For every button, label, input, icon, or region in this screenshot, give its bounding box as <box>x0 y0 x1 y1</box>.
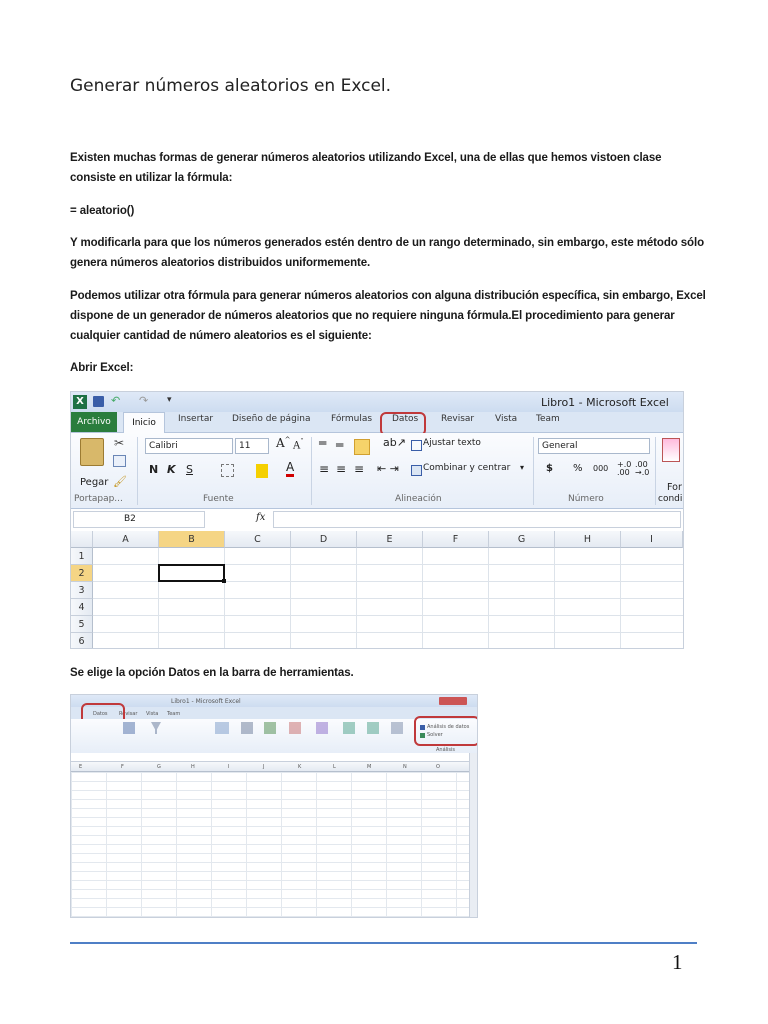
name-box[interactable]: B2 <box>73 511 205 528</box>
subtotal-icon[interactable] <box>391 722 403 734</box>
excel2-tab-datos[interactable]: Datos <box>93 711 108 717</box>
column-header[interactable]: G <box>157 764 161 770</box>
tab-insertar[interactable]: Insertar <box>178 414 214 424</box>
what-if-icon[interactable] <box>316 722 328 734</box>
fill-handle[interactable] <box>222 579 226 583</box>
tab-archivo[interactable]: Archivo <box>71 412 117 432</box>
align-left-icon[interactable]: ≡ <box>319 462 330 476</box>
align-right-icon[interactable]: ≡ <box>354 462 365 476</box>
group-font: Fuente <box>203 494 234 504</box>
vertical-scrollbar[interactable] <box>469 753 478 917</box>
cut-icon[interactable]: ✂ <box>114 436 125 450</box>
paragraph-open-excel: Abrir Excel: <box>70 362 134 374</box>
paragraph-intro: Existen muchas formas de generar números aleatorios utilizando Excel, una de ellas que hemos vistoen clase consiste en utilizar la fórmula: <box>70 152 662 184</box>
quick-access-menu-icon[interactable]: ▾ <box>167 395 172 405</box>
cond-format-label[interactable]: For <box>667 482 682 493</box>
ungroup-icon[interactable] <box>367 722 379 734</box>
excel2-column-headers <box>71 762 469 772</box>
row-header[interactable]: 4 <box>71 599 93 616</box>
column-header[interactable]: L <box>333 764 336 770</box>
data-validation-icon[interactable] <box>264 722 276 734</box>
italic-button[interactable]: K <box>167 463 176 476</box>
merge-dropdown-icon[interactable]: ▾ <box>520 463 525 472</box>
redo-icon[interactable]: ↷ <box>139 394 149 407</box>
bold-button[interactable]: N <box>149 463 159 476</box>
group-number: Número <box>568 494 604 504</box>
align-center-icon[interactable]: ≡ <box>336 462 347 476</box>
tab-datos[interactable]: Datos <box>392 414 419 424</box>
excel-screenshot-2 <box>70 694 478 918</box>
spreadsheet-grid[interactable] <box>71 531 683 648</box>
excel2-tab-vista[interactable]: Vista <box>146 711 159 717</box>
paste-label: Pegar <box>80 477 109 488</box>
increase-decimal-icon[interactable]: +.0 .00 <box>617 460 632 477</box>
group-icon[interactable] <box>343 722 355 734</box>
indent-icons[interactable]: ⇤ ⇥ <box>377 462 399 475</box>
column-header[interactable]: E <box>79 764 83 770</box>
column-header[interactable]: F <box>121 764 124 770</box>
wrap-text-button[interactable]: Ajustar texto <box>423 438 481 448</box>
group-alignment: Alineación <box>395 494 442 504</box>
excel-title-bar <box>71 392 683 412</box>
wrap-text-icon[interactable] <box>411 440 422 451</box>
data-analysis-button[interactable]: Análisis de datos <box>427 724 470 730</box>
font-size-select[interactable]: 11 <box>235 438 269 454</box>
column-header[interactable]: N <box>403 764 407 770</box>
align-middle-icon[interactable]: ═ <box>336 438 344 452</box>
excel2-title-bar <box>71 695 477 707</box>
excel2-tab-revisar[interactable]: Revisar <box>119 711 138 717</box>
formula-input[interactable] <box>273 511 681 528</box>
formula-bar <box>71 509 683 532</box>
row-header[interactable]: 5 <box>71 616 93 633</box>
grid-lines <box>93 548 683 648</box>
excel-screenshot-1 <box>70 391 684 649</box>
sort-icon[interactable] <box>123 722 135 734</box>
active-cell-b2[interactable] <box>158 564 225 582</box>
column-header[interactable]: G <box>489 531 555 548</box>
group-clipboard: Portapap... <box>74 494 123 504</box>
tab-revisar[interactable]: Revisar <box>441 414 475 424</box>
column-header[interactable]: E <box>357 531 423 548</box>
column-header[interactable]: I <box>228 764 230 770</box>
analysis-highlight <box>414 716 478 746</box>
solver-button[interactable]: Solver <box>427 732 443 738</box>
column-header[interactable]: J <box>263 764 265 770</box>
align-bottom-icon[interactable] <box>354 439 370 455</box>
conditional-format-icon[interactable] <box>662 438 680 462</box>
undo-icon[interactable]: ↶ <box>111 394 121 407</box>
currency-button[interactable]: $ <box>546 463 553 474</box>
document-title: Generar números aleatorios en Excel. <box>70 76 392 96</box>
tab-inicio[interactable]: Inicio <box>123 412 165 433</box>
number-format-select[interactable]: General <box>538 438 650 454</box>
fill-color-icon[interactable] <box>256 464 268 478</box>
fx-icon[interactable]: fx <box>256 512 266 523</box>
excel2-tab-team[interactable]: Team <box>167 711 181 717</box>
decrease-decimal-icon[interactable]: .00 →.0 <box>635 460 650 477</box>
tab-team[interactable]: Team <box>536 414 560 424</box>
row-header[interactable]: 3 <box>71 582 93 599</box>
tab-formulas[interactable]: Fórmulas <box>331 414 373 424</box>
row-header[interactable]: 2 <box>71 565 93 582</box>
column-header[interactable]: F <box>423 531 489 548</box>
row-header[interactable]: 6 <box>71 633 93 649</box>
percent-button[interactable]: % <box>573 463 583 474</box>
excel2-window-title: Libro1 - Microsoft Excel <box>171 698 241 705</box>
align-top-icon[interactable]: ═ <box>319 436 327 450</box>
borders-icon[interactable] <box>221 464 234 477</box>
column-header[interactable]: M <box>367 764 372 770</box>
select-all-corner[interactable] <box>71 531 93 548</box>
text-to-columns-icon[interactable] <box>215 722 229 734</box>
column-header[interactable]: B <box>159 531 225 548</box>
cond-format-label-2: condi <box>658 494 683 504</box>
merge-center-icon[interactable] <box>411 465 422 476</box>
thousands-button[interactable]: 000 <box>593 464 609 473</box>
shrink-font-icon[interactable]: $A^ˇ$ <box>293 438 304 452</box>
formula-text: = aleatorio() <box>70 205 135 217</box>
paragraph-other-formula: Podemos utilizar otra fórmula para generar números aleatorios con alguna distribución específica, sin embargo, Excel dispone de un generador de números aleatorios que no requiere ninguna fórmula.El procedimiento para generar cualquier cantidad de número aleatorios es el siguiente: <box>70 290 706 342</box>
ribbon-tabs <box>71 412 683 433</box>
consolidate-icon[interactable] <box>289 722 301 734</box>
format-painter-icon[interactable]: 🖌 <box>113 475 127 488</box>
tab-diseno-pagina[interactable]: Diseño de página <box>232 414 311 424</box>
analysis-group-label: Análisis <box>436 747 456 753</box>
column-header[interactable]: I <box>621 531 683 548</box>
column-header[interactable]: A <box>93 531 159 548</box>
column-header[interactable]: D <box>291 531 357 548</box>
column-header[interactable]: C <box>225 531 291 548</box>
paragraph-modify: Y modificarla para que los números generados estén dentro de un rango determinado, sin embargo, este método sólo genera números aleatorios distribuidos uniformemente. <box>70 237 705 269</box>
page-number: 1 <box>672 950 683 974</box>
remove-duplicates-icon[interactable] <box>241 722 253 734</box>
grow-font-icon[interactable]: A^ <box>276 436 291 450</box>
column-header[interactable]: O <box>436 764 440 770</box>
excel-window-title: Libro1 - Microsoft Excel <box>541 396 669 409</box>
excel2-grid[interactable] <box>71 772 469 917</box>
close-window-icon[interactable] <box>439 697 467 705</box>
save-icon[interactable] <box>93 396 104 407</box>
paste-icon[interactable] <box>80 438 104 466</box>
excel-logo-icon: X <box>73 395 87 409</box>
merge-center-button[interactable]: Combinar y centrar <box>423 463 511 473</box>
font-color-icon[interactable]: A <box>286 461 294 477</box>
paragraph-choose-datos: Se elige la opción Datos en la barra de herramientas. <box>70 667 354 679</box>
column-header[interactable]: K <box>298 764 302 770</box>
footer-rule <box>70 942 697 944</box>
row-header[interactable]: 1 <box>71 548 93 565</box>
column-header[interactable]: H <box>191 764 195 770</box>
copy-icon[interactable] <box>113 455 126 467</box>
tab-vista[interactable]: Vista <box>495 414 518 424</box>
excel2-formula-bar <box>71 753 477 762</box>
underline-button[interactable]: S <box>186 463 193 476</box>
orientation-icon[interactable]: ab↗ <box>383 436 406 449</box>
font-name-select[interactable]: Calibri <box>145 438 233 454</box>
column-header[interactable]: H <box>555 531 621 548</box>
filter-icon[interactable] <box>151 722 161 734</box>
ribbon-inicio <box>71 433 683 509</box>
